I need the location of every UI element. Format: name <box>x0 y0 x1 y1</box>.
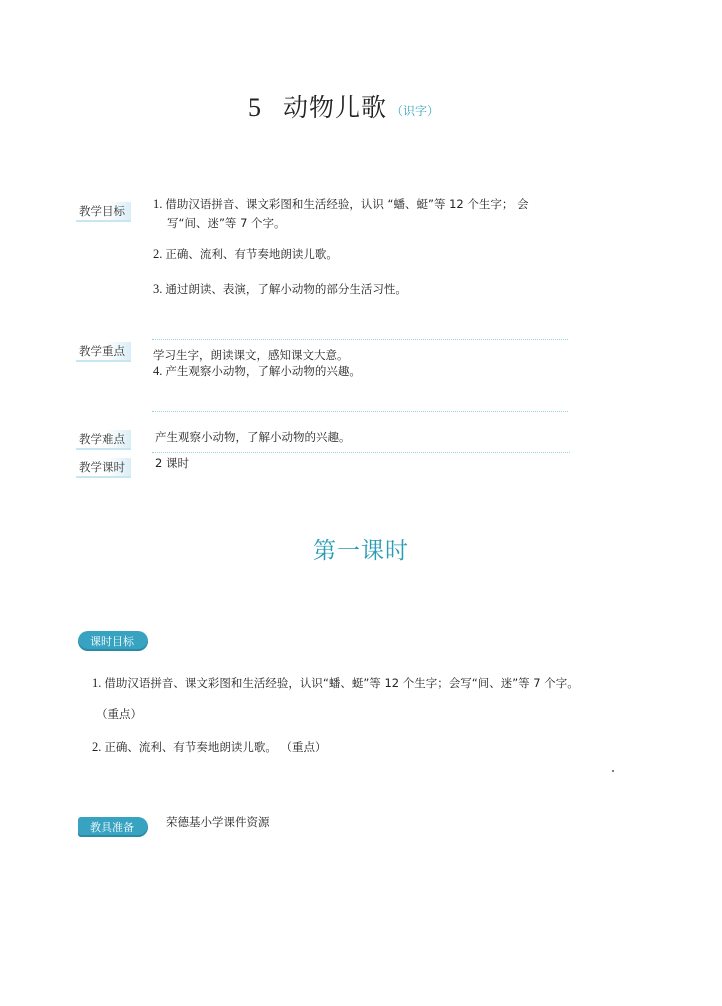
lesson-heading: 第一课时 <box>313 538 409 564</box>
divider <box>152 339 568 340</box>
divider <box>152 452 570 453</box>
class-hours-text: 2 课时 <box>155 456 189 470</box>
key-point-line: 学习生字，朗读课文，感知课文大意。 <box>153 348 349 362</box>
objective-item-1: 1. 借助汉语拼音、课文彩图和生活经验，认识 “蟠、蜓”等 12 个生字； 会 <box>153 197 529 211</box>
label-class-hours: 教学课时 <box>76 458 131 478</box>
lesson-goal-1-note: （重点） <box>96 707 142 721</box>
label-difficulties: 教学难点 <box>76 430 131 450</box>
label-key-points: 教学重点 <box>76 342 131 362</box>
divider <box>152 411 568 412</box>
stray-dot <box>612 770 614 772</box>
objective-item-2: 2. 正确、流利、有节奏地朗读儿歌。 <box>153 247 338 261</box>
lesson-number: 5 <box>248 93 261 122</box>
page-title <box>248 88 439 124</box>
lesson-subtitle: （识字） <box>391 104 440 118</box>
difficulty-text: 产生观察小动物，了解小动物的兴趣。 <box>155 430 351 444</box>
pill-lesson-goals: 课时目标 <box>78 631 148 651</box>
label-objectives: 教学目标 <box>76 202 131 222</box>
lesson-goal-2: 2. 正确、流利、有节奏地朗读儿歌。 （重点） <box>92 740 327 754</box>
key-point-item-4: 4. 产生观察小动物，了解小动物的兴趣。 <box>153 364 361 378</box>
teaching-aids-text: 荣德基小学课件资源 <box>166 815 270 829</box>
pill-teaching-aids: 教具准备 <box>78 817 148 837</box>
objective-item-3: 3. 通过朗读、表演，了解小动物的部分生活习性。 <box>153 282 407 296</box>
objective-item-1-cont: 写“间、迷”等 7 个字。 <box>167 216 286 230</box>
lesson-goal-1: 1. 借助汉语拼音、课文彩图和生活经验，认识“蟠、蜓”等 12 个生字；会写“间、迷”等 7 个字。 <box>92 676 579 690</box>
lesson-title-text: 动物儿歌 <box>283 93 388 122</box>
